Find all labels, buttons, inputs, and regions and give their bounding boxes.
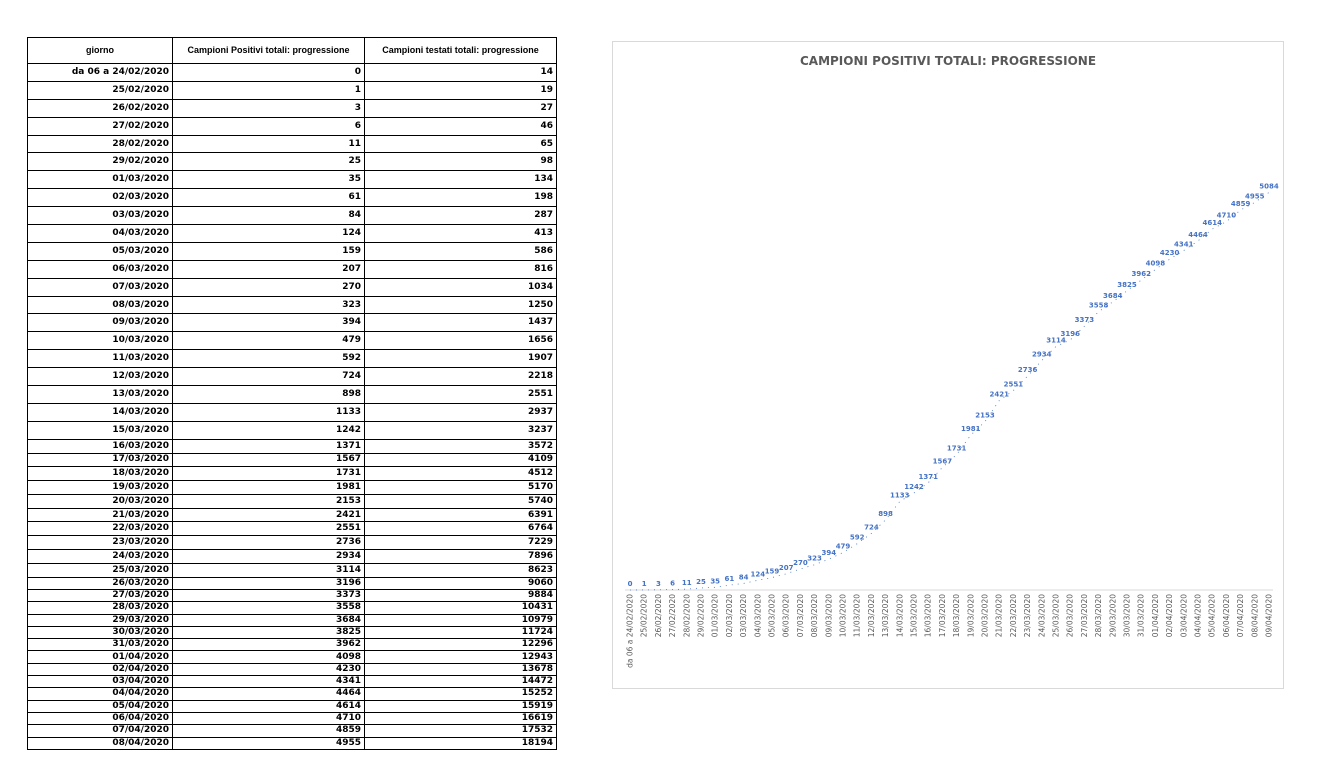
table-row xyxy=(28,626,557,638)
cell-giorno: 18/03/2020 xyxy=(28,467,173,481)
data-label: 394 xyxy=(821,549,837,558)
data-label: 11 xyxy=(681,579,692,588)
table-row xyxy=(28,171,557,189)
cell-giorno: 08/03/2020 xyxy=(28,296,173,314)
x-tick-label: 08/03/2020 xyxy=(810,594,820,638)
cell-positivi: 898 xyxy=(173,386,365,404)
x-tick-label: 30/03/2020 xyxy=(1122,594,1132,638)
cell-positivi: 2934 xyxy=(173,550,365,564)
x-tick-label: 04/04/2020 xyxy=(1193,594,1203,638)
x-tick-label: 06/03/2020 xyxy=(781,594,791,638)
x-tick-label: 05/03/2020 xyxy=(767,594,777,638)
x-tick-label: 14/03/2020 xyxy=(895,594,905,638)
x-tick-label: 03/04/2020 xyxy=(1179,594,1189,638)
cell-testati: 15919 xyxy=(365,700,557,712)
cell-testati: 6391 xyxy=(365,508,557,522)
x-tick-label: 18/03/2020 xyxy=(952,594,962,638)
data-label: 1133 xyxy=(890,491,910,500)
table-row xyxy=(28,189,557,207)
table-row xyxy=(28,403,557,421)
cell-testati: 1656 xyxy=(365,332,557,350)
x-tick-label: 04/03/2020 xyxy=(753,594,763,638)
cell-positivi: 1567 xyxy=(173,453,365,467)
cell-positivi: 0 xyxy=(173,64,365,82)
header-giorno: giorno xyxy=(28,38,173,64)
data-label: 1981 xyxy=(961,425,981,434)
table-row xyxy=(28,522,557,536)
cell-testati: 11724 xyxy=(365,626,557,638)
data-label: 1 xyxy=(641,579,647,588)
cell-testati: 7896 xyxy=(365,550,557,564)
cell-giorno: 13/03/2020 xyxy=(28,386,173,404)
table-row xyxy=(28,242,557,260)
line-chart xyxy=(613,42,1283,688)
cell-testati: 7229 xyxy=(365,536,557,550)
cell-testati: 10979 xyxy=(365,614,557,626)
data-label: 1567 xyxy=(932,457,953,466)
x-tick-label: 07/04/2020 xyxy=(1236,594,1246,638)
cell-positivi: 2736 xyxy=(173,536,365,550)
x-tick-label: 28/02/2020 xyxy=(682,594,692,638)
cell-giorno: 30/03/2020 xyxy=(28,626,173,638)
cell-positivi: 4614 xyxy=(173,700,365,712)
cell-positivi: 2551 xyxy=(173,522,365,536)
cell-positivi: 3558 xyxy=(173,602,365,614)
data-label: 4955 xyxy=(1245,192,1265,201)
cell-testati: 13678 xyxy=(365,663,557,675)
cell-giorno: 15/03/2020 xyxy=(28,421,173,439)
x-tick-label: 23/03/2020 xyxy=(1023,594,1033,638)
cell-testati: 19 xyxy=(365,81,557,99)
cell-giorno: 04/04/2020 xyxy=(28,688,173,700)
cell-positivi: 1242 xyxy=(173,421,365,439)
cell-positivi: 1731 xyxy=(173,467,365,481)
data-label: 4859 xyxy=(1230,200,1251,208)
cell-giorno: 03/03/2020 xyxy=(28,207,173,225)
table-row xyxy=(28,350,557,368)
data-label: 1371 xyxy=(918,472,938,481)
data-label: 159 xyxy=(764,567,780,576)
data-label: 270 xyxy=(793,558,808,567)
data-label: 3196 xyxy=(1060,330,1080,338)
cell-giorno: 04/03/2020 xyxy=(28,225,173,243)
data-label: 5084 xyxy=(1259,182,1279,191)
data-label: 84 xyxy=(738,573,749,582)
table-row xyxy=(28,712,557,724)
x-tick-label: 26/03/2020 xyxy=(1065,594,1075,638)
cell-positivi: 4859 xyxy=(173,725,365,737)
x-tick-label: 02/04/2020 xyxy=(1165,594,1175,638)
cell-testati: 198 xyxy=(365,189,557,207)
data-label: 3558 xyxy=(1088,301,1109,310)
cell-positivi: 11 xyxy=(173,135,365,153)
cell-giorno: 24/03/2020 xyxy=(28,550,173,564)
cell-testati: 1034 xyxy=(365,278,557,296)
cell-giorno: 27/02/2020 xyxy=(28,117,173,135)
table-row xyxy=(28,536,557,550)
cell-testati: 14472 xyxy=(365,676,557,688)
table-row xyxy=(28,700,557,712)
cell-giorno: 17/03/2020 xyxy=(28,453,173,467)
data-label: 479 xyxy=(835,542,851,551)
data-label: 0 xyxy=(627,580,633,588)
cell-testati: 4512 xyxy=(365,467,557,481)
table-row xyxy=(28,639,557,651)
cell-testati: 17532 xyxy=(365,725,557,737)
cell-testati: 9884 xyxy=(365,589,557,601)
table-row xyxy=(28,386,557,404)
x-tick-label: 01/04/2020 xyxy=(1150,594,1160,638)
x-tick-label: 29/03/2020 xyxy=(1108,594,1118,638)
cell-testati: 12296 xyxy=(365,639,557,651)
table-row xyxy=(28,260,557,278)
cell-giorno: 21/03/2020 xyxy=(28,508,173,522)
table-row xyxy=(28,296,557,314)
cell-giorno: 06/04/2020 xyxy=(28,712,173,724)
cell-giorno: 16/03/2020 xyxy=(28,439,173,453)
cell-testati: 1250 xyxy=(365,296,557,314)
data-label: 3 xyxy=(655,579,661,588)
cell-testati: 1437 xyxy=(365,314,557,332)
cell-giorno: 28/03/2020 xyxy=(28,602,173,614)
cell-positivi: 323 xyxy=(173,296,365,314)
table-body xyxy=(28,64,557,750)
data-label: 124 xyxy=(750,570,766,579)
cell-testati: 134 xyxy=(365,171,557,189)
cell-positivi: 1371 xyxy=(173,439,365,453)
data-label: 2153 xyxy=(975,411,995,420)
data-label: 592 xyxy=(849,533,865,542)
x-tick-label: 16/03/2020 xyxy=(923,594,933,638)
data-label: 3684 xyxy=(1103,291,1123,300)
cell-giorno: 26/02/2020 xyxy=(28,99,173,117)
data-label: 25 xyxy=(696,578,706,586)
cell-giorno: 23/03/2020 xyxy=(28,536,173,550)
cell-giorno: 29/02/2020 xyxy=(28,153,173,171)
cell-positivi: 207 xyxy=(173,260,365,278)
table-row xyxy=(28,117,557,135)
data-label: 4710 xyxy=(1216,211,1237,220)
x-tick-label: 27/03/2020 xyxy=(1079,594,1089,638)
cell-giorno: 29/03/2020 xyxy=(28,614,173,626)
table-row xyxy=(28,589,557,601)
cell-positivi: 724 xyxy=(173,368,365,386)
cell-positivi: 1981 xyxy=(173,481,365,495)
cell-positivi: 1133 xyxy=(173,403,365,421)
x-tick-label: 17/03/2020 xyxy=(937,594,947,638)
cell-testati: 2551 xyxy=(365,386,557,404)
cell-positivi: 3962 xyxy=(173,639,365,651)
x-tick-label: 12/03/2020 xyxy=(866,594,876,638)
cell-giorno: 27/03/2020 xyxy=(28,589,173,601)
table-row xyxy=(28,651,557,663)
x-tick-label: 19/03/2020 xyxy=(966,594,976,638)
cell-positivi: 394 xyxy=(173,314,365,332)
cell-testati: 1907 xyxy=(365,350,557,368)
cell-positivi: 479 xyxy=(173,332,365,350)
cell-positivi: 1 xyxy=(173,81,365,99)
table-row xyxy=(28,494,557,508)
cell-giorno: da 06 a 24/02/2020 xyxy=(28,64,173,82)
data-label: 4230 xyxy=(1159,249,1180,258)
x-tick-label: 27/02/2020 xyxy=(668,594,678,638)
table-row xyxy=(28,439,557,453)
x-tick-label: 31/03/2020 xyxy=(1136,594,1146,638)
table-row xyxy=(28,563,557,577)
table-row xyxy=(28,481,557,495)
cell-positivi: 84 xyxy=(173,207,365,225)
cell-giorno: 02/03/2020 xyxy=(28,189,173,207)
cell-giorno: 07/03/2020 xyxy=(28,278,173,296)
data-label: 2934 xyxy=(1032,350,1052,359)
cell-positivi: 4341 xyxy=(173,676,365,688)
cell-giorno: 07/04/2020 xyxy=(28,725,173,737)
table-row xyxy=(28,153,557,171)
cell-giorno: 01/04/2020 xyxy=(28,651,173,663)
data-label: 2551 xyxy=(1003,380,1024,389)
table-row xyxy=(28,99,557,117)
data-label: 1731 xyxy=(946,444,967,453)
x-tick-label: 10/03/2020 xyxy=(838,594,848,638)
table-row xyxy=(28,663,557,675)
cell-giorno: 25/02/2020 xyxy=(28,81,173,99)
cell-positivi: 61 xyxy=(173,189,365,207)
x-tick-label: 11/03/2020 xyxy=(852,594,862,638)
cell-testati: 2218 xyxy=(365,368,557,386)
cell-giorno: 06/03/2020 xyxy=(28,260,173,278)
chart-title: CAMPIONI POSITIVI TOTALI: PROGRESSIONE xyxy=(799,54,1097,68)
x-tick-label: 08/04/2020 xyxy=(1250,594,1260,638)
data-label: 724 xyxy=(864,523,879,532)
cell-testati: 3572 xyxy=(365,439,557,453)
cell-giorno: 01/03/2020 xyxy=(28,171,173,189)
cell-positivi: 124 xyxy=(173,225,365,243)
data-label: 1242 xyxy=(904,482,924,491)
cell-testati: 4109 xyxy=(365,453,557,467)
cell-testati: 3237 xyxy=(365,421,557,439)
cell-giorno: 09/03/2020 xyxy=(28,314,173,332)
cell-testati: 413 xyxy=(365,225,557,243)
table-row xyxy=(28,676,557,688)
cell-testati: 14 xyxy=(365,64,557,82)
data-label: 2421 xyxy=(989,390,1009,399)
data-label: 323 xyxy=(807,554,822,563)
data-label: 207 xyxy=(778,563,794,572)
cell-giorno: 05/03/2020 xyxy=(28,242,173,260)
table-row xyxy=(28,614,557,626)
cell-positivi: 6 xyxy=(173,117,365,135)
data-label: 3373 xyxy=(1074,316,1095,325)
cell-giorno: 08/04/2020 xyxy=(28,737,173,749)
cell-testati: 5170 xyxy=(365,481,557,495)
cell-giorno: 11/03/2020 xyxy=(28,350,173,368)
cell-positivi: 3 xyxy=(173,99,365,117)
table-row xyxy=(28,314,557,332)
cell-testati: 16619 xyxy=(365,712,557,724)
cell-positivi: 4230 xyxy=(173,663,365,675)
table-row xyxy=(28,688,557,700)
chart-area xyxy=(612,41,1284,689)
cell-giorno: 05/04/2020 xyxy=(28,700,173,712)
data-label: 6 xyxy=(670,579,676,588)
table-row xyxy=(28,207,557,225)
table-row xyxy=(28,577,557,589)
cell-testati: 586 xyxy=(365,242,557,260)
data-label: 3825 xyxy=(1117,280,1137,289)
cell-testati: 6764 xyxy=(365,522,557,536)
cell-testati: 27 xyxy=(365,99,557,117)
table-row xyxy=(28,135,557,153)
header-positivi: Campioni Positivi totali: progressione xyxy=(173,38,365,64)
table-row xyxy=(28,550,557,564)
cell-positivi: 3825 xyxy=(173,626,365,638)
x-tick-label: 15/03/2020 xyxy=(909,594,919,638)
x-tick-label: 24/03/2020 xyxy=(1037,594,1047,638)
cell-testati: 287 xyxy=(365,207,557,225)
table-row xyxy=(28,225,557,243)
x-tick-label: 25/03/2020 xyxy=(1051,594,1061,638)
cell-positivi: 2421 xyxy=(173,508,365,522)
table-row xyxy=(28,421,557,439)
data-label: 4341 xyxy=(1174,240,1194,249)
cell-giorno: 28/02/2020 xyxy=(28,135,173,153)
cell-giorno: 19/03/2020 xyxy=(28,481,173,495)
cell-positivi: 2153 xyxy=(173,494,365,508)
data-label: 4098 xyxy=(1145,259,1166,268)
cell-testati: 15252 xyxy=(365,688,557,700)
table-row xyxy=(28,737,557,749)
data-table xyxy=(27,37,557,750)
cell-giorno: 14/03/2020 xyxy=(28,403,173,421)
x-tick-label: da 06 a 24/02/2020 xyxy=(625,594,635,668)
x-tick-label: 09/04/2020 xyxy=(1264,594,1274,638)
data-label: 4464 xyxy=(1188,230,1208,239)
table-row xyxy=(28,467,557,481)
table-row xyxy=(28,64,557,82)
x-tick-label: 22/03/2020 xyxy=(1008,594,1018,638)
cell-positivi: 4464 xyxy=(173,688,365,700)
cell-giorno: 25/03/2020 xyxy=(28,563,173,577)
table-row xyxy=(28,332,557,350)
x-tick-label: 21/03/2020 xyxy=(994,594,1004,638)
cell-positivi: 3373 xyxy=(173,589,365,601)
x-tick-label: 09/03/2020 xyxy=(824,594,834,638)
data-label: 898 xyxy=(878,509,893,518)
cell-positivi: 3196 xyxy=(173,577,365,589)
cell-testati: 5740 xyxy=(365,494,557,508)
cell-testati: 18194 xyxy=(365,737,557,749)
cell-giorno: 03/04/2020 xyxy=(28,676,173,688)
x-tick-label: 20/03/2020 xyxy=(980,594,990,638)
table-row xyxy=(28,278,557,296)
cell-testati: 46 xyxy=(365,117,557,135)
x-tick-label: 26/02/2020 xyxy=(653,594,663,638)
table-row xyxy=(28,508,557,522)
data-label: 2736 xyxy=(1017,366,1038,374)
cell-positivi: 25 xyxy=(173,153,365,171)
cell-testati: 12943 xyxy=(365,651,557,663)
cell-positivi: 4098 xyxy=(173,651,365,663)
cell-testati: 816 xyxy=(365,260,557,278)
x-tick-label: 07/03/2020 xyxy=(795,594,805,638)
data-label: 35 xyxy=(710,577,721,586)
header-testati: Campioni testati totali: progressione xyxy=(365,38,557,64)
cell-testati: 9060 xyxy=(365,577,557,589)
data-label: 4614 xyxy=(1202,219,1222,228)
cell-positivi: 270 xyxy=(173,278,365,296)
cell-positivi: 35 xyxy=(173,171,365,189)
x-tick-label: 02/03/2020 xyxy=(724,594,734,638)
x-tick-label: 05/04/2020 xyxy=(1207,594,1217,638)
x-tick-label: 06/04/2020 xyxy=(1221,594,1231,638)
table-header-row xyxy=(28,38,557,64)
cell-giorno: 10/03/2020 xyxy=(28,332,173,350)
x-tick-label: 29/02/2020 xyxy=(696,594,706,638)
x-tick-label: 13/03/2020 xyxy=(881,594,891,638)
table-row xyxy=(28,368,557,386)
x-tick-label: 03/03/2020 xyxy=(739,594,749,638)
table-row xyxy=(28,725,557,737)
data-label: 61 xyxy=(724,575,735,584)
cell-giorno: 26/03/2020 xyxy=(28,577,173,589)
x-tick-label: 01/03/2020 xyxy=(710,594,720,638)
cell-giorno: 12/03/2020 xyxy=(28,368,173,386)
data-label: 3962 xyxy=(1131,270,1151,279)
data-label: 3114 xyxy=(1046,336,1066,345)
cell-testati: 10431 xyxy=(365,602,557,614)
x-tick-label: 25/02/2020 xyxy=(639,594,649,638)
cell-testati: 98 xyxy=(365,153,557,171)
x-tick-label: 28/03/2020 xyxy=(1094,594,1104,638)
cell-giorno: 20/03/2020 xyxy=(28,494,173,508)
table-row xyxy=(28,453,557,467)
cell-positivi: 592 xyxy=(173,350,365,368)
cell-giorno: 22/03/2020 xyxy=(28,522,173,536)
table-row xyxy=(28,602,557,614)
cell-testati: 8623 xyxy=(365,563,557,577)
cell-positivi: 159 xyxy=(173,242,365,260)
table-row xyxy=(28,81,557,99)
cell-testati: 2937 xyxy=(365,403,557,421)
cell-testati: 65 xyxy=(365,135,557,153)
cell-positivi: 3114 xyxy=(173,563,365,577)
cell-giorno: 02/04/2020 xyxy=(28,663,173,675)
cell-positivi: 4710 xyxy=(173,712,365,724)
cell-positivi: 4955 xyxy=(173,737,365,749)
cell-positivi: 3684 xyxy=(173,614,365,626)
cell-giorno: 31/03/2020 xyxy=(28,639,173,651)
